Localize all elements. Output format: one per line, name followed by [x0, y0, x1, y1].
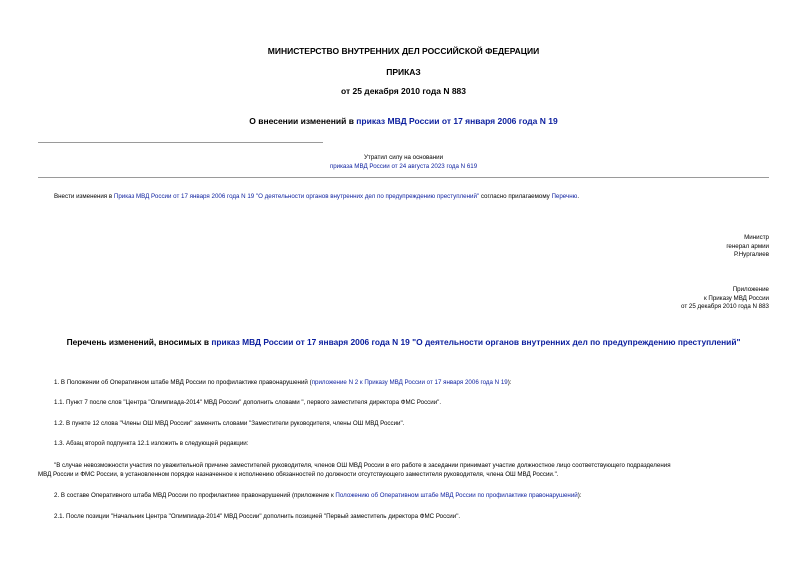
- doc-type-heading: ПРИКАЗ: [386, 67, 421, 77]
- item-2-suffix: ):: [577, 492, 582, 499]
- title-prefix: О внесении изменений в: [249, 116, 357, 126]
- item-1-2: 1.2. В пункте 12 слова "Члены ОШ МВД России" заменить словами "Заместители руководителя, члены ОШ МВД России".: [54, 420, 405, 427]
- signature-block: [726, 234, 769, 260]
- list-title-prefix: Перечень изменений, вносимых в: [66, 337, 212, 347]
- item-1-suffix: ):: [507, 379, 512, 386]
- appendix-block: [681, 286, 769, 312]
- divider-long: [38, 177, 769, 178]
- list-title: [0, 337, 807, 347]
- status-note: [0, 154, 807, 171]
- item-2: [54, 492, 582, 499]
- date-number-heading: от 25 декабря 2010 года N 883: [340, 86, 467, 96]
- document-title: [0, 116, 807, 126]
- appendix-date: от 25 декабря 2010 года N 883: [681, 303, 769, 310]
- intro-prefix: Внести изменения в: [54, 193, 114, 200]
- intro-middle: согласно прилагаемому: [479, 193, 552, 200]
- intro-link-list[interactable]: Перечню: [551, 193, 578, 200]
- title-link[interactable]: приказ МВД России от 17 января 2006 года N 19: [356, 116, 558, 126]
- ministry-heading: МИНИСТЕРСТВО ВНУТРЕННИХ ДЕЛ РОССИЙСКОЙ ФЕДЕРАЦИИ: [267, 46, 540, 56]
- status-link[interactable]: приказа МВД России от 24 августа 2023 года N 619: [329, 162, 478, 170]
- appendix-ref: к Приказу МВД России: [703, 294, 769, 302]
- quote-line-1: "В случае невозможности участия по уважительной причине заместителей руководителя, членов ОШ МВД России в его работе в заседании принимает участие должностное лицо соответствующего подразделения: [54, 462, 671, 469]
- quote-line-2: МВД России и ФМС России, в установленном порядке назначенное к исполнению обязанностей по должности отсутствующего заместителя руководителя, члена ОШ МВД России.".: [38, 471, 559, 478]
- item-1-link[interactable]: приложение N 2 к Приказу МВД России от 17 января 2006 года N 19: [311, 379, 508, 386]
- item-2-link[interactable]: Положению об Оперативном штабе МВД России по профилактике правонарушений: [335, 492, 578, 499]
- list-title-link[interactable]: приказ МВД России от 17 января 2006 года N 19 "О деятельности органов внутренних дел по предупреждению преступлений": [211, 337, 741, 347]
- intro-suffix: .: [577, 193, 580, 200]
- item-2-prefix: 2. В составе Оперативного штаба МВД России по профилактике правонарушений (приложение к: [54, 492, 336, 499]
- intro-paragraph: [54, 193, 579, 200]
- item-1-prefix: 1. В Положении об Оперативном штабе МВД России по профилактике правонарушений (: [54, 379, 312, 386]
- signature-name: Р.Нургалиев: [734, 251, 769, 258]
- item-2-1: 2.1. После позиции "Начальник Центра "Олимпиада-2014" МВД России" дополнить позицией "Первый заместитель директора ФМС России".: [54, 513, 461, 520]
- divider-short: [38, 142, 323, 143]
- appendix-label: Приложение: [732, 286, 769, 293]
- status-line: Утратил силу на основании: [363, 154, 444, 161]
- item-1-3: 1.3. Абзац второй подпункта 12.1 изложить в следующей редакции:: [54, 440, 249, 447]
- item-1: [54, 379, 512, 386]
- intro-link[interactable]: Приказ МВД России от 17 января 2006 года N 19 "О деятельности органов внутренних дел по предупреждению преступлений": [113, 193, 480, 200]
- signature-position: Министр: [744, 234, 769, 241]
- signature-rank: генерал армии: [726, 242, 769, 250]
- item-1-1: 1.1. Пункт 7 после слов "Центра "Олимпиада-2014" МВД России" дополнить словами ", первого заместителя директора ФМС России".: [54, 399, 442, 406]
